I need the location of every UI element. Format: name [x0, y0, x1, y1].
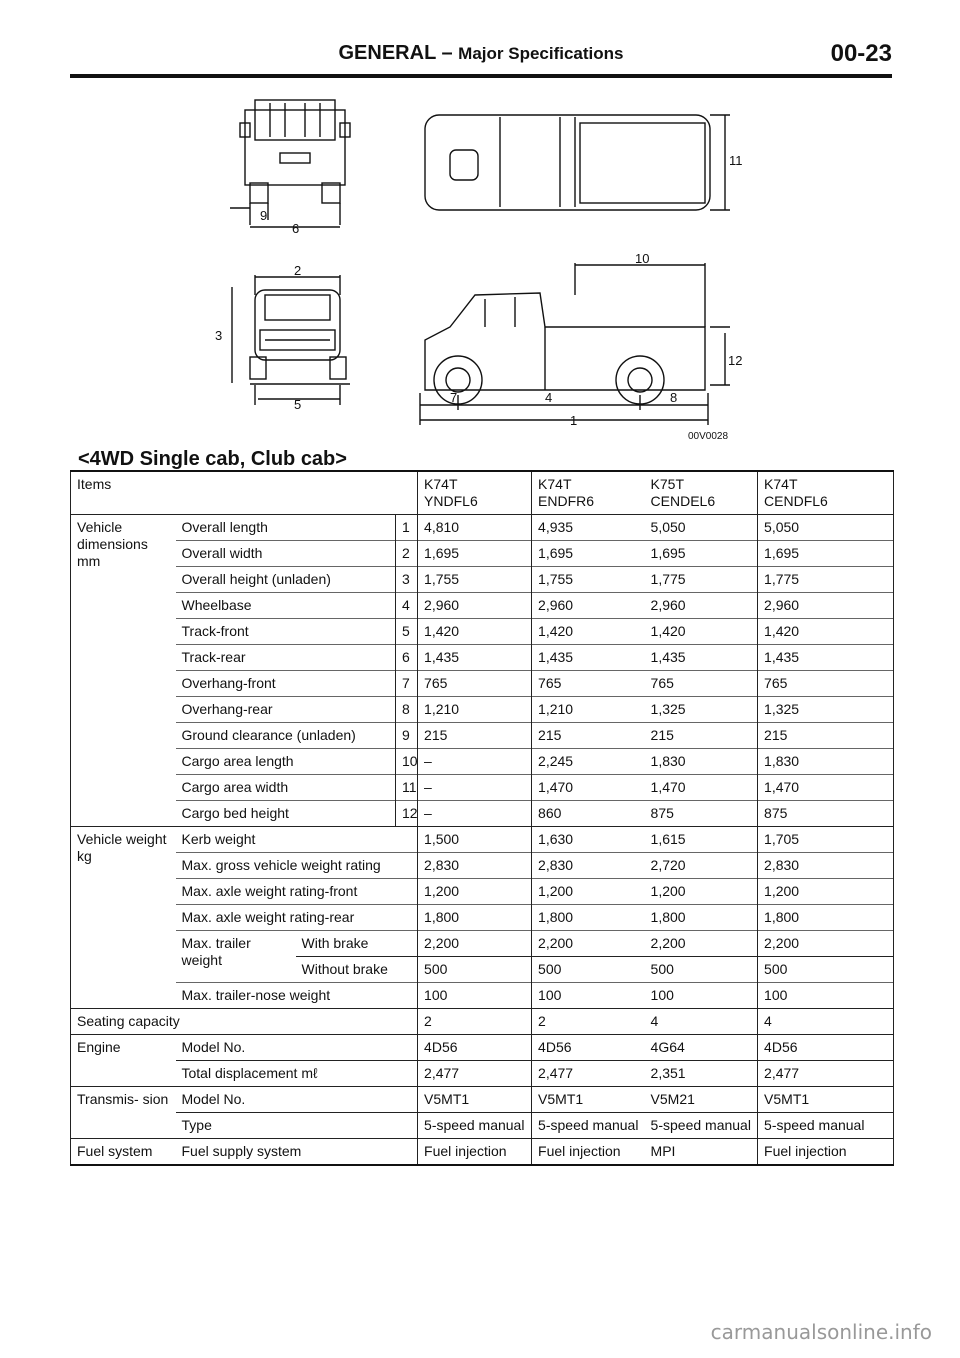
- cell-value: –: [418, 775, 532, 801]
- dim-label-6: 6: [292, 221, 300, 236]
- cell-value: 765: [418, 671, 532, 697]
- cell-value: 2,960: [532, 593, 645, 619]
- row-label: Overall height (unladen): [176, 567, 396, 593]
- engine-displacement-value: 2,477: [758, 1061, 894, 1087]
- engine-model-label: Model No.: [176, 1035, 418, 1061]
- cell-value: 2,245: [532, 749, 645, 775]
- engine-displacement-value: 2,351: [645, 1061, 758, 1087]
- top-view-drawing: [425, 115, 730, 210]
- transmission-model-value: V5MT1: [418, 1087, 532, 1113]
- cell-value: 2,200: [418, 931, 532, 957]
- seating-value: 2: [532, 1009, 645, 1035]
- cell-value: 4,810: [418, 515, 532, 541]
- cell-value: 100: [645, 983, 758, 1009]
- engine-model-value: 4D56: [758, 1035, 894, 1061]
- fuel-group-label: Fuel system: [71, 1139, 176, 1166]
- trailer-nose-row: [71, 983, 894, 1009]
- cell-value: 1,755: [418, 567, 532, 593]
- cell-value: –: [418, 801, 532, 827]
- model-1-line2: YNDFL6: [424, 493, 478, 509]
- dim-label-3: 3: [215, 328, 223, 343]
- row-label: Max. gross vehicle weight rating: [176, 853, 418, 879]
- cell-value: 1,470: [645, 775, 758, 801]
- front-view-drawing: [232, 275, 350, 405]
- table-row: [71, 671, 894, 697]
- seating-value: 4: [758, 1009, 894, 1035]
- transmission-type-row: [71, 1113, 894, 1139]
- fuel-supply-value: Fuel injection: [418, 1139, 532, 1166]
- cell-value: 1,695: [645, 541, 758, 567]
- row-label: Max. axle weight rating-rear: [176, 905, 418, 931]
- model-header-1: [418, 471, 532, 515]
- misc-body: [71, 1009, 894, 1166]
- cell-value: 100: [758, 983, 894, 1009]
- table-row: [71, 697, 894, 723]
- cell-value: 1,630: [532, 827, 645, 853]
- group-label-dimensions: Vehicle dimensions mm: [71, 515, 176, 827]
- cell-value: 2,960: [418, 593, 532, 619]
- cell-value: 1,775: [645, 567, 758, 593]
- cell-value: 1,200: [532, 879, 645, 905]
- model-3-line2: CENDEL6: [650, 493, 716, 509]
- title-main: GENERAL: [338, 42, 436, 64]
- group-label-weight: Vehicle weight kg: [71, 827, 176, 1009]
- row-label: Overhang-rear: [176, 697, 396, 723]
- dim-label-11: 11: [729, 153, 743, 168]
- transmission-model-value: V5MT1: [758, 1087, 894, 1113]
- transmission-model-value: V5M21: [645, 1087, 758, 1113]
- items-header: Items: [71, 471, 418, 515]
- transmission-model-label: Model No.: [176, 1087, 418, 1113]
- cell-value: 1,200: [418, 879, 532, 905]
- cell-value: 875: [645, 801, 758, 827]
- cell-value: 215: [758, 723, 894, 749]
- transmission-group-label: Transmis- sion: [71, 1087, 176, 1139]
- trailer-weight-label: Max. trailer weight: [176, 931, 296, 983]
- seating-row: [71, 1009, 894, 1035]
- cell-value: 500: [758, 957, 894, 983]
- cell-value: 1,420: [645, 619, 758, 645]
- cell-value: 1,800: [645, 905, 758, 931]
- table-row: [71, 645, 894, 671]
- row-label: Cargo bed height: [176, 801, 396, 827]
- cell-value: 2,830: [418, 853, 532, 879]
- model-2-line2: ENDFR6: [538, 493, 595, 509]
- cell-value: 2,960: [645, 593, 758, 619]
- row-label: Overall length: [176, 515, 396, 541]
- row-ref-number: 5: [396, 619, 418, 645]
- cell-value: 5,050: [645, 515, 758, 541]
- cell-value: 1,435: [645, 645, 758, 671]
- weight-body: [71, 827, 894, 1009]
- cell-value: 500: [645, 957, 758, 983]
- row-ref-number: 4: [396, 593, 418, 619]
- cell-value: 1,695: [758, 541, 894, 567]
- row-ref-number: 8: [396, 697, 418, 723]
- table-row: [71, 775, 894, 801]
- cell-value: 100: [532, 983, 645, 1009]
- cell-value: 2,200: [532, 931, 645, 957]
- cell-value: 1,420: [758, 619, 894, 645]
- row-label: Cargo area width: [176, 775, 396, 801]
- transmission-type-value: 5-speed manual: [418, 1113, 532, 1139]
- cell-value: 1,420: [532, 619, 645, 645]
- engine-model-row: [71, 1035, 894, 1061]
- cell-value: 1,695: [418, 541, 532, 567]
- transmission-model-value: V5MT1: [532, 1087, 645, 1113]
- fuel-supply-value: Fuel injection: [758, 1139, 894, 1166]
- section-title: <4WD Single cab, Club cab>: [78, 448, 347, 470]
- cell-value: 1,210: [532, 697, 645, 723]
- cell-value: 1,325: [758, 697, 894, 723]
- title-sub: Major Specifications: [458, 44, 624, 63]
- cell-value: 1,755: [532, 567, 645, 593]
- cell-value: 1,435: [758, 645, 894, 671]
- cell-value: 1,800: [532, 905, 645, 931]
- engine-model-value: 4D56: [418, 1035, 532, 1061]
- cell-value: 765: [532, 671, 645, 697]
- cell-value: 5,050: [758, 515, 894, 541]
- cell-value: 1,435: [418, 645, 532, 671]
- table-row: [71, 749, 894, 775]
- cell-value: 1,695: [532, 541, 645, 567]
- table-row: [71, 515, 894, 541]
- row-label: Cargo area length: [176, 749, 396, 775]
- cell-value: 875: [758, 801, 894, 827]
- seating-value: 4: [645, 1009, 758, 1035]
- table-row: [71, 827, 894, 853]
- page-title: [70, 42, 892, 65]
- with-brake-label: With brake: [296, 931, 418, 957]
- transmission-type-label: Type: [176, 1113, 418, 1139]
- row-ref-number: 3: [396, 567, 418, 593]
- engine-displacement-row: [71, 1061, 894, 1087]
- row-ref-number: 9: [396, 723, 418, 749]
- without-brake-label: Without brake: [296, 957, 418, 983]
- cell-value: 2,830: [532, 853, 645, 879]
- row-ref-number: 1: [396, 515, 418, 541]
- model-4-line2: CENDFL6: [764, 493, 828, 509]
- cell-value: 1,830: [645, 749, 758, 775]
- row-label: Overhang-front: [176, 671, 396, 697]
- table-row: [71, 853, 894, 879]
- transmission-type-value: 5-speed manual: [645, 1113, 758, 1139]
- dim-label-10: 10: [635, 251, 650, 266]
- dim-label-12: 12: [728, 353, 743, 368]
- cell-value: 2,960: [758, 593, 894, 619]
- cell-value: 1,200: [758, 879, 894, 905]
- table-row: [71, 723, 894, 749]
- fuel-supply-label: Fuel supply system: [176, 1139, 418, 1166]
- trailer-nose-label: Max. trailer-nose weight: [176, 983, 418, 1009]
- cell-value: 2,200: [645, 931, 758, 957]
- row-label: Track-front: [176, 619, 396, 645]
- figure-code: 00V0028: [688, 431, 729, 442]
- cell-value: 1,325: [645, 697, 758, 723]
- cell-value: 1,775: [758, 567, 894, 593]
- model-4-line1: K74T: [764, 476, 798, 492]
- row-ref-number: 12: [396, 801, 418, 827]
- engine-displacement-label: Total displacement mℓ: [176, 1061, 418, 1087]
- fuel-supply-value: Fuel injection: [532, 1139, 645, 1166]
- dimensions-body: [71, 515, 894, 827]
- table-row: [71, 567, 894, 593]
- table-row: [71, 905, 894, 931]
- fuel-supply-value: MPI: [645, 1139, 758, 1166]
- cell-value: 2,830: [758, 853, 894, 879]
- table-row: [71, 541, 894, 567]
- row-ref-number: 2: [396, 541, 418, 567]
- cell-value: 1,500: [418, 827, 532, 853]
- cell-value: 2,720: [645, 853, 758, 879]
- cell-value: 765: [758, 671, 894, 697]
- row-label: Wheelbase: [176, 593, 396, 619]
- transmission-type-value: 5-speed manual: [532, 1113, 645, 1139]
- dim-label-4: 4: [545, 390, 553, 405]
- model-header-4: [758, 471, 894, 515]
- specifications-table: [70, 470, 894, 1166]
- side-view-drawing: [420, 263, 730, 425]
- row-label: Kerb weight: [176, 827, 418, 853]
- cell-value: 500: [532, 957, 645, 983]
- dim-label-1: 1: [570, 413, 578, 428]
- model-2-line1: K74T: [538, 476, 572, 492]
- cell-value: 215: [532, 723, 645, 749]
- dim-label-5: 5: [294, 397, 302, 412]
- engine-model-value: 4D56: [532, 1035, 645, 1061]
- table-row: [71, 879, 894, 905]
- cell-value: 4,935: [532, 515, 645, 541]
- model-header-2: [532, 471, 645, 515]
- cell-value: 1,470: [758, 775, 894, 801]
- transmission-model-row: [71, 1087, 894, 1113]
- page-header: [70, 38, 892, 78]
- table-row: [71, 801, 894, 827]
- cell-value: 1,800: [758, 905, 894, 931]
- table-row: [71, 619, 894, 645]
- rear-view-drawing: [230, 100, 350, 227]
- row-ref-number: 10: [396, 749, 418, 775]
- cell-value: 1,615: [645, 827, 758, 853]
- model-3-line1: K75T: [650, 476, 685, 492]
- trailer-with-brake-row: [71, 931, 894, 957]
- cell-value: 765: [645, 671, 758, 697]
- fuel-row: [71, 1139, 894, 1166]
- title-dash: –: [441, 42, 453, 64]
- cell-value: 1,705: [758, 827, 894, 853]
- row-ref-number: 7: [396, 671, 418, 697]
- cell-value: 1,830: [758, 749, 894, 775]
- seating-label: Seating capacity: [71, 1009, 418, 1035]
- dim-label-9: 9: [260, 208, 268, 223]
- dim-label-8: 8: [670, 390, 678, 405]
- cell-value: 215: [418, 723, 532, 749]
- row-ref-number: 11: [396, 775, 418, 801]
- table-header-row: [71, 471, 894, 515]
- vehicle-dimension-diagram: [210, 95, 770, 445]
- row-label: Track-rear: [176, 645, 396, 671]
- row-label: Overall width: [176, 541, 396, 567]
- cell-value: 1,800: [418, 905, 532, 931]
- page-number: 00-23: [830, 40, 892, 67]
- cell-value: 1,200: [645, 879, 758, 905]
- cell-value: –: [418, 749, 532, 775]
- row-label: Max. axle weight rating-front: [176, 879, 418, 905]
- engine-displacement-value: 2,477: [532, 1061, 645, 1087]
- cell-value: 100: [418, 983, 532, 1009]
- cell-value: 1,210: [418, 697, 532, 723]
- model-1-line1: K74T: [424, 476, 458, 492]
- row-label: Ground clearance (unladen): [176, 723, 396, 749]
- engine-model-value: 4G64: [645, 1035, 758, 1061]
- transmission-type-value: 5-speed manual: [758, 1113, 894, 1139]
- watermark: carmanualsonline.info: [710, 1320, 932, 1344]
- row-ref-number: 6: [396, 645, 418, 671]
- cell-value: 500: [418, 957, 532, 983]
- cell-value: 2,200: [758, 931, 894, 957]
- cell-value: 1,420: [418, 619, 532, 645]
- model-header-3: [645, 471, 758, 515]
- table-row: [71, 593, 894, 619]
- engine-displacement-value: 2,477: [418, 1061, 532, 1087]
- engine-group-label: Engine: [71, 1035, 176, 1087]
- seating-value: 2: [418, 1009, 532, 1035]
- cell-value: 215: [645, 723, 758, 749]
- cell-value: 1,435: [532, 645, 645, 671]
- cell-value: 860: [532, 801, 645, 827]
- cell-value: 1,470: [532, 775, 645, 801]
- dim-label-7: 7: [450, 390, 458, 405]
- dim-label-2: 2: [294, 263, 302, 278]
